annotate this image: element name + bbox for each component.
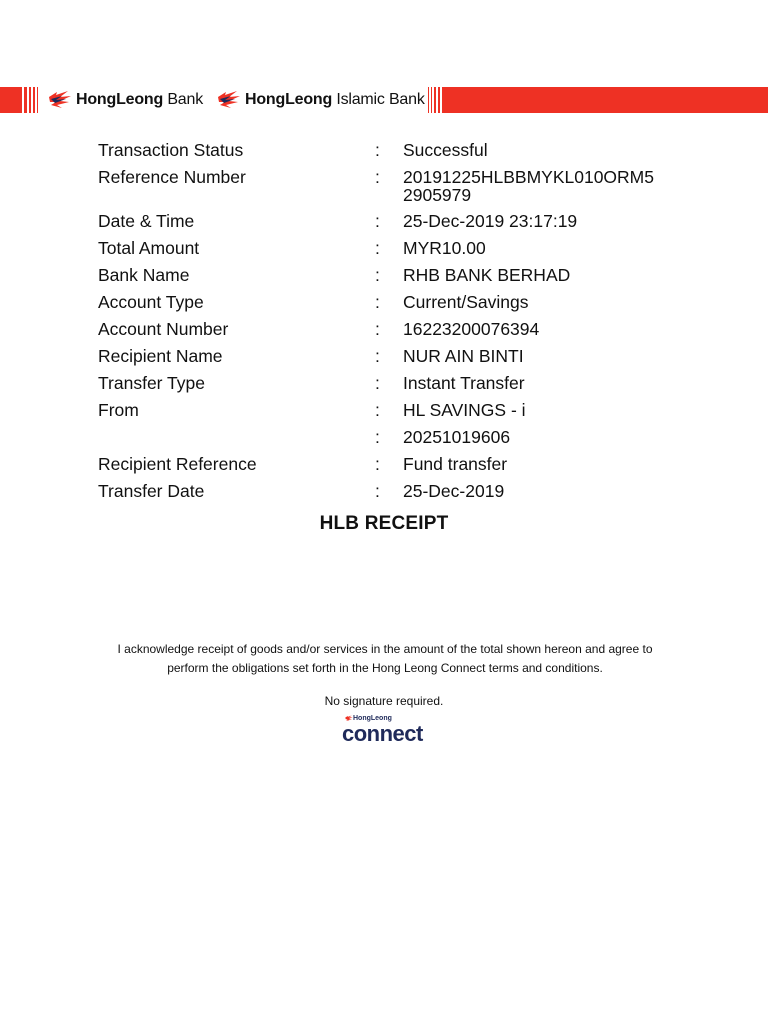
detail-separator: : xyxy=(375,211,380,231)
logo-suffix: Islamic Bank xyxy=(336,91,425,108)
banner-stripe xyxy=(438,87,440,113)
detail-label: Account Type xyxy=(98,292,204,312)
detail-label xyxy=(98,428,375,446)
acknowledgement-text xyxy=(90,640,680,678)
detail-value: MYR10.00 xyxy=(403,238,486,258)
detail-separator: : xyxy=(375,319,380,339)
logo-text xyxy=(245,87,425,113)
banner-stripe xyxy=(434,87,436,113)
detail-row xyxy=(98,347,703,365)
logo-brand: HongLeong xyxy=(76,91,164,108)
banner-stripe xyxy=(37,87,38,113)
header-banner xyxy=(0,87,768,113)
detail-row xyxy=(98,320,703,338)
detail-label: Date & Time xyxy=(98,211,195,231)
detail-row xyxy=(98,293,703,311)
detail-separator: : xyxy=(375,454,380,474)
detail-label: Transfer Type xyxy=(98,373,205,393)
detail-label: Total Amount xyxy=(98,238,200,258)
banner-stripe xyxy=(24,87,27,113)
hongleong-islamic-bank-logo xyxy=(217,87,425,113)
detail-label: Recipient Name xyxy=(98,346,223,366)
acknowledgement-line-2: perform the obligations set forth in the Hong Leong Connect terms and conditions. xyxy=(167,661,603,675)
hongleong-swoosh-icon xyxy=(217,90,241,110)
detail-separator: : xyxy=(375,265,380,285)
banner-stripe xyxy=(428,87,429,113)
detail-label: From xyxy=(98,400,139,420)
hongleong-bank-logo xyxy=(48,87,203,113)
logo-suffix: Bank xyxy=(167,91,203,108)
detail-row xyxy=(98,482,703,500)
detail-row xyxy=(98,141,703,159)
hongleong-swoosh-icon xyxy=(48,90,72,110)
hongleong-connect-logo xyxy=(342,715,428,747)
logo-text xyxy=(76,87,203,113)
detail-separator: : xyxy=(375,400,380,420)
banner-left-solid xyxy=(0,87,22,113)
detail-value: 16223200076394 xyxy=(403,319,540,339)
detail-row xyxy=(98,428,703,446)
detail-row xyxy=(98,374,703,392)
detail-label: Reference Number xyxy=(98,167,246,187)
detail-value: NUR AIN BINTI xyxy=(403,346,524,366)
detail-row xyxy=(98,239,703,257)
banner-right-solid xyxy=(442,87,768,113)
detail-separator: : xyxy=(375,238,380,258)
detail-label: Bank Name xyxy=(98,265,190,285)
detail-value: 25-Dec-2019 23:17:19 xyxy=(403,211,578,231)
detail-label: Account Number xyxy=(98,319,229,339)
banner-stripe xyxy=(29,87,31,113)
acknowledgement-line-1: I acknowledge receipt of goods and/or services in the amount of the total shown hereon and agree to xyxy=(117,642,653,656)
detail-separator: : xyxy=(375,373,380,393)
detail-separator: : xyxy=(375,427,380,447)
detail-value: 20191225HLBBMYKL010ORM5 2905979 xyxy=(403,167,654,205)
connect-logo-text: connect xyxy=(342,721,423,746)
detail-value: HL SAVINGS - i xyxy=(403,400,526,420)
detail-value: RHB BANK BERHAD xyxy=(403,265,571,285)
detail-value: Fund transfer xyxy=(403,454,508,474)
no-signature-note: No signature required. xyxy=(324,694,444,708)
detail-row xyxy=(98,168,703,204)
detail-label: Transaction Status xyxy=(98,140,244,160)
banner-right-stripes xyxy=(420,87,768,113)
detail-row xyxy=(98,401,703,419)
detail-value: Successful xyxy=(403,140,488,160)
bank-logos xyxy=(48,87,439,113)
detail-separator: : xyxy=(375,481,380,501)
detail-label: Transfer Date xyxy=(98,481,205,501)
detail-separator: : xyxy=(375,292,380,312)
banner-stripe xyxy=(431,87,432,113)
detail-separator: : xyxy=(375,346,380,366)
detail-value: Instant Transfer xyxy=(403,373,525,393)
detail-separator: : xyxy=(375,167,380,187)
logo-brand: HongLeong xyxy=(245,91,333,108)
banner-left-stripes xyxy=(0,87,40,113)
detail-separator: : xyxy=(375,140,380,160)
banner-stripe xyxy=(33,87,35,113)
detail-row xyxy=(98,212,703,230)
detail-row xyxy=(98,455,703,473)
detail-value: 25-Dec-2019 xyxy=(403,481,505,501)
receipt-title: HLB RECEIPT xyxy=(319,513,449,534)
detail-value: Current/Savings xyxy=(403,292,529,312)
detail-value: 20251019606 xyxy=(403,427,511,447)
connect-logo-small-text: HongLeong xyxy=(353,715,392,722)
detail-label: Recipient Reference xyxy=(98,454,257,474)
detail-row xyxy=(98,266,703,284)
